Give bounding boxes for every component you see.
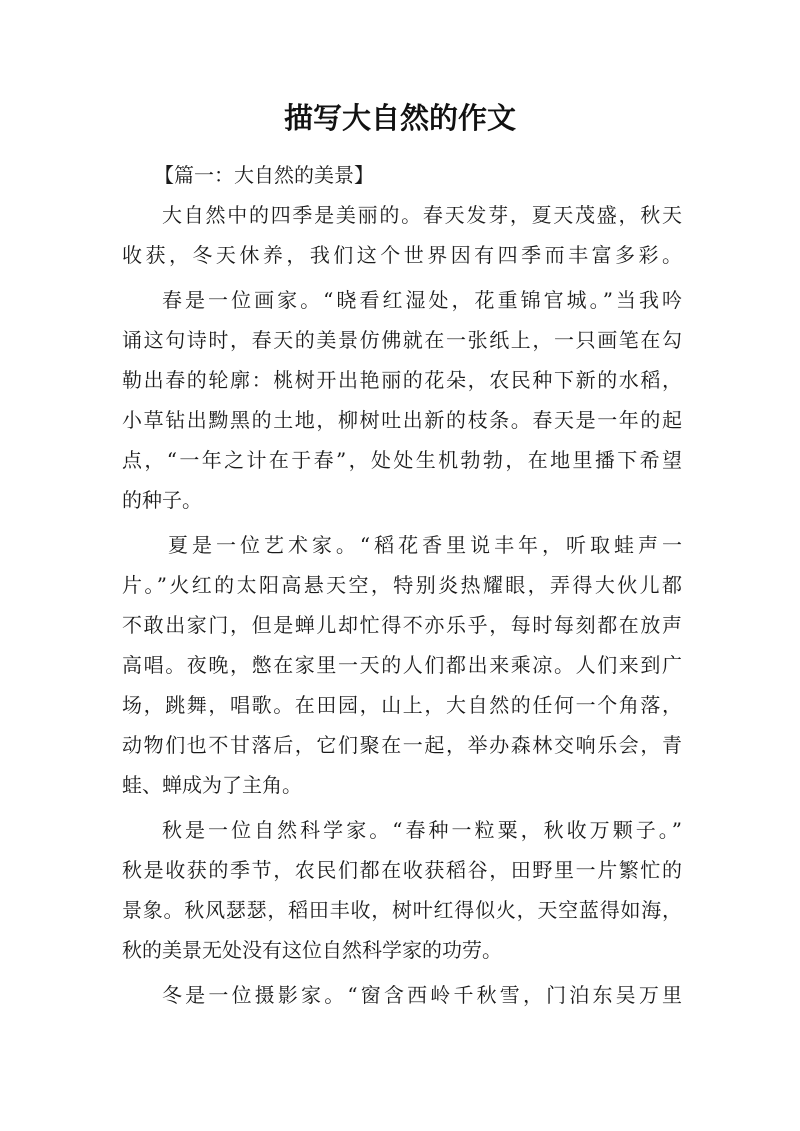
text-line: 场，跳舞，唱歌。在田园，山上，大自然的任何一个角落，: [122, 693, 682, 717]
text-line: 收获，冬天休养，我们这个世界因有四季而丰富多彩。: [122, 243, 682, 267]
text-line: 点，“一年之计在于春”，处处生机勃勃，在地里播下希望: [122, 448, 682, 472]
text-line: 的种子。: [122, 488, 202, 512]
text-line: 秋的美景无处没有这位自然科学家的功劳。: [122, 938, 502, 962]
text-line: 蛙、蝉成为了主角。: [122, 773, 302, 797]
section-heading: 【篇一：大自然的美景】: [154, 163, 374, 187]
text-line: 秋是收获的季节，农民们都在收获稻谷，田野里一片繁忙的: [122, 858, 682, 882]
text-line: 大自然中的四季是美丽的。春天发芽，夏天茂盛，秋天: [162, 203, 682, 227]
text-line: 高唱。夜晚，憋在家里一天的人们都出来乘凉。人们来到广: [122, 653, 682, 677]
text-line: 冬是一位摄影家。“窗含西岭千秋雪，门泊东吴万里: [162, 983, 682, 1007]
text-line: 片。”火红的太阳高悬天空，特别炎热耀眼，弄得大伙儿都: [122, 573, 682, 597]
text-line: 小草钻出黝黑的土地，柳树吐出新的枝条。春天是一年的起: [122, 408, 682, 432]
text-line: 勒出春的轮廓：桃树开出艳丽的花朵，农民种下新的水稻，: [122, 368, 682, 392]
text-line: 秋是一位自然科学家。“春种一粒粟，秋收万颗子。”: [162, 818, 682, 842]
document-title: 描写大自然的作文: [283, 101, 516, 135]
text-line: 夏是一位艺术家。“稻花香里说丰年，听取蛙声一: [168, 533, 682, 557]
text-line: 动物们也不甘落后，它们聚在一起，举办森林交响乐会，青: [122, 733, 682, 757]
text-line: 诵这句诗时，春天的美景仿佛就在一张纸上，一只画笔在勾: [122, 328, 682, 352]
text-line: 春是一位画家。“晓看红湿处，花重锦官城。”当我吟: [162, 288, 682, 312]
document-body: [122, 155, 682, 1015]
text-line: 不敢出家门，但是蝉儿却忙得不亦乐乎，每时每刻都在放声: [122, 613, 682, 637]
text-line: 景象。秋风瑟瑟，稻田丰收，树叶红得似火，天空蓝得如海，: [122, 898, 682, 922]
